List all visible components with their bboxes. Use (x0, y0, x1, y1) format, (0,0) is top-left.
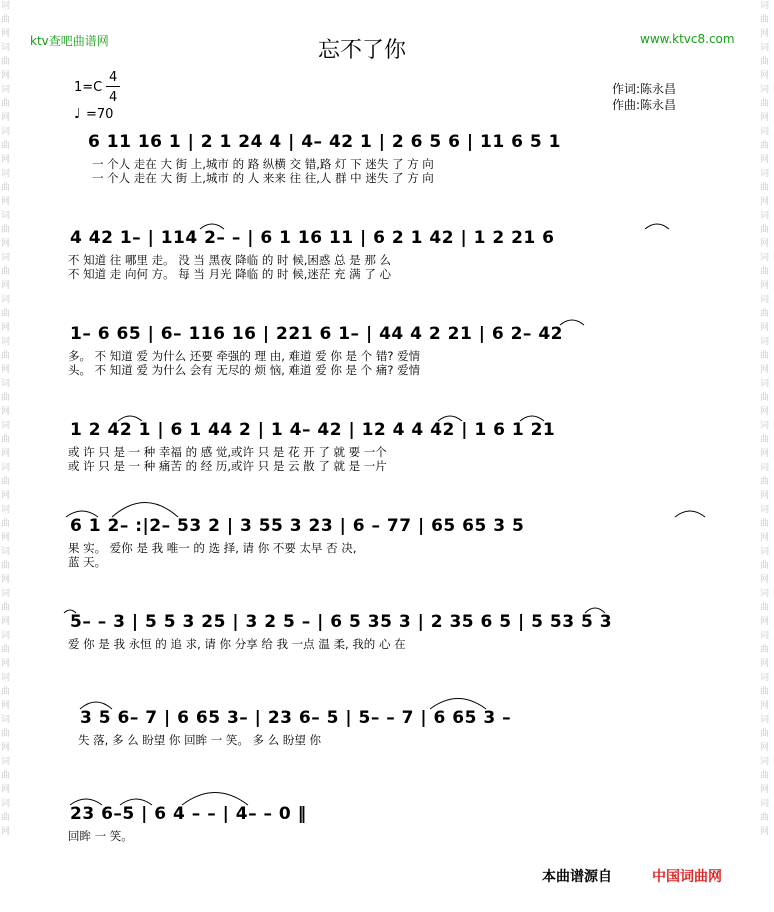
watermark-char: 词 (1, 631, 11, 641)
watermark-char: 词 (760, 463, 770, 473)
watermark-char: 曲 (1, 813, 11, 823)
watermark-char: 曲 (760, 687, 770, 697)
lyric-line-2: 不 知道 走 向何 方。 每 当 月光 降临 的 时 候,迷茫 充 满 了 心 (68, 267, 391, 281)
watermark-char: 网 (760, 323, 770, 333)
watermark-char: 词 (760, 421, 770, 431)
watermark-char: 网 (1, 575, 11, 585)
watermark-char: 网 (760, 575, 770, 585)
watermark-char: 网 (1, 197, 11, 207)
watermark-char: 曲 (1, 687, 11, 697)
watermark-char: 词 (760, 43, 770, 53)
watermark-char: 网 (1, 407, 11, 417)
tempo-marking: =70 (86, 107, 114, 122)
watermark-char: 曲 (1, 435, 11, 445)
watermark-char: 曲 (760, 267, 770, 277)
watermark-char: 词 (760, 337, 770, 347)
lyric-line-1: 不 知道 往 哪里 走。 没 当 黑夜 降临 的 时 候,困惑 总 是 那 么 (68, 253, 391, 267)
watermark-char: 网 (1, 239, 11, 249)
watermark-char: 词 (760, 127, 770, 137)
watermark-char: 网 (1, 365, 11, 375)
watermark-char: 网 (760, 491, 770, 501)
lyric-line-1: 或 许 只 是 一 种 幸福 的 感 觉,或许 只 是 花 开 了 就 要 一个 (68, 445, 387, 459)
quarter-note-icon: ♩ (74, 106, 81, 122)
watermark-char: 词 (760, 547, 770, 557)
lyric-line-1: 爱 你 是 我 永恒 的 追 求, 请 你 分享 给 我 一点 温 柔, 我的 心 在 (68, 637, 406, 651)
watermark-char: 词 (760, 85, 770, 95)
watermark-char: 词 (1, 673, 11, 683)
watermark-char: 曲 (760, 771, 770, 781)
lyric-line-2: 蓝 天。 (68, 555, 107, 569)
watermark-char: 词 (1, 463, 11, 473)
watermark-char: 网 (1, 743, 11, 753)
watermark-char: 词 (760, 673, 770, 683)
lyricist-credit: 作词:陈永昌 (612, 82, 677, 96)
lyric-line-1: 一 个人 走在 大 街 上,城市 的 路 纵横 交 错,路 灯 下 迷失 了 方 向 (92, 157, 434, 171)
footer-site-link[interactable]: 中国词曲网 (652, 869, 722, 885)
watermark-char: 曲 (1, 309, 11, 319)
watermark-char: 曲 (760, 141, 770, 151)
watermark-char: 网 (760, 407, 770, 417)
watermark-char: 词 (1, 589, 11, 599)
watermark-char: 网 (760, 155, 770, 165)
watermark-char: 曲 (1, 57, 11, 67)
watermark-char: 词 (1, 43, 11, 53)
watermark-char: 曲 (1, 771, 11, 781)
lyric-line-1: 多。 不 知道 爱 为什么 还要 牵强的 理 由, 难道 爱 你 是 个 错? 爱情 (68, 349, 421, 363)
watermark-char: 曲 (760, 645, 770, 655)
watermark-char: 网 (1, 323, 11, 333)
watermark-char: 网 (1, 827, 11, 837)
watermark-char: 曲 (1, 645, 11, 655)
lyric-line-2: 头。 不 知道 爱 为什么 会有 无尽的 烦 恼, 难道 爱 你 是 个 痛? 爱情 (68, 363, 421, 377)
watermark-char: 曲 (760, 477, 770, 487)
time-signature-bottom: 4 (109, 90, 118, 105)
watermark-char: 网 (1, 617, 11, 627)
watermark-char: 词 (1, 715, 11, 725)
watermark-char: 词 (1, 337, 11, 347)
lyric-line-1: 失 落, 多 么 盼望 你 回眸 一 笑。 多 么 盼望 你 (78, 733, 322, 747)
watermark-char: 曲 (760, 393, 770, 403)
watermark-char: 曲 (1, 603, 11, 613)
watermark-char: 词 (760, 589, 770, 599)
lyric-line-1: 回眸 一 笑。 (68, 829, 133, 843)
watermark-char: 网 (1, 701, 11, 711)
watermark-char: 曲 (1, 99, 11, 109)
watermark-char: 网 (760, 365, 770, 375)
watermark-char: 词 (760, 799, 770, 809)
watermark-char: 曲 (1, 561, 11, 571)
watermark-char: 词 (1, 757, 11, 767)
notation-line: 23 6–5 | 6 4 – – | 4– – 0 ‖ (70, 804, 307, 824)
time-signature-top: 4 (109, 70, 118, 85)
watermark-char: 词 (1, 379, 11, 389)
composer-credit: 作曲:陈永昌 (612, 98, 677, 112)
watermark-char: 网 (1, 785, 11, 795)
watermark-char: 曲 (1, 225, 11, 235)
watermark-char: 曲 (1, 519, 11, 529)
watermark-char: 网 (760, 71, 770, 81)
watermark-char: 词 (760, 295, 770, 305)
watermark-char: 曲 (1, 729, 11, 739)
watermark-char: 网 (760, 785, 770, 795)
watermark-char: 词 (1, 253, 11, 263)
watermark-char: 网 (1, 71, 11, 81)
watermark-char: 词 (760, 631, 770, 641)
watermark-char: 曲 (1, 351, 11, 361)
song-title: 忘不了你 (318, 38, 407, 63)
watermark-char: 曲 (760, 309, 770, 319)
watermark-char: 词 (1, 505, 11, 515)
watermark-char: 网 (1, 491, 11, 501)
lyric-line-2: 或 许 只 是 一 种 痛苦 的 经 历,或许 只 是 云 散 了 就 是 一片 (68, 459, 387, 473)
watermark-char: 词 (1, 421, 11, 431)
watermark-char: 曲 (1, 477, 11, 487)
watermark-char: 词 (760, 715, 770, 725)
watermark-char: 词 (1, 85, 11, 95)
watermark-char: 网 (760, 533, 770, 543)
lyric-line-2: 一 个人 走在 大 街 上,城市 的 人 来来 往 往,人 群 中 迷失 了 方 向 (92, 171, 434, 185)
notation-line: 1– 6 65 | 6– 116 16 | 221 6 1– | 44 4 2 21 | 6 2– 42 (70, 324, 564, 344)
watermark-char: 网 (760, 743, 770, 753)
watermark-char: 曲 (760, 603, 770, 613)
notation-line: 5– – 3 | 5 5 3 25 | 3 2 5 – | 6 5 35 3 | 2 35 6 5 | 5 53 5 3 (70, 612, 613, 632)
watermark-char: 网 (760, 617, 770, 627)
watermark-char: 词 (760, 169, 770, 179)
watermark-char: 网 (1, 449, 11, 459)
watermark-char: 曲 (1, 393, 11, 403)
lyric-line-1: 果 实。 爱你 是 我 唯一 的 选 择, 请 你 不要 太早 否 决, (68, 541, 357, 555)
footer-source-label: 本曲谱源自 (542, 869, 612, 885)
watermark-char: 曲 (760, 183, 770, 193)
watermark-char: 词 (1, 547, 11, 557)
watermark-char: 词 (1, 169, 11, 179)
watermark-char: 网 (760, 113, 770, 123)
notation-line: 6 1 2– :|2– 53 2 | 3 55 3 23 | 6 – 77 | 65 65 3 5 (70, 516, 525, 536)
watermark-char: 曲 (1, 15, 11, 25)
watermark-char: 曲 (1, 267, 11, 277)
watermark-char: 词 (760, 1, 770, 11)
watermark-char: 曲 (760, 57, 770, 67)
watermark-char: 网 (760, 827, 770, 837)
notation-line: 6 11 16 1 | 2 1 24 4 | 4– 42 1 | 2 6 5 6 | 11 6 5 1 (88, 132, 561, 152)
watermark-char: 网 (760, 281, 770, 291)
watermark-char: 网 (1, 533, 11, 543)
watermark-char: 词 (760, 505, 770, 515)
watermark-char: 网 (760, 197, 770, 207)
watermark-char: 词 (760, 757, 770, 767)
watermark-char: 词 (760, 379, 770, 389)
watermark-char: 网 (760, 701, 770, 711)
watermark-char: 词 (1, 127, 11, 137)
watermark-char: 曲 (760, 729, 770, 739)
watermark-char: 曲 (760, 351, 770, 361)
watermark-char: 词 (1, 211, 11, 221)
watermark-char: 曲 (760, 15, 770, 25)
watermark-char: 网 (760, 239, 770, 249)
watermark-char: 网 (760, 29, 770, 39)
watermark-char: 词 (1, 295, 11, 305)
watermark-char: 曲 (760, 225, 770, 235)
watermark-char: 曲 (760, 813, 770, 823)
watermark-char: 词 (1, 799, 11, 809)
notation-line: 3 5 6– 7 | 6 65 3– | 23 6– 5 | 5– – 7 | 6 65 3 – (80, 708, 512, 728)
key-signature: 1=C (74, 80, 103, 95)
watermark-char: 曲 (760, 519, 770, 529)
watermark-char: 网 (1, 113, 11, 123)
watermark-char: 曲 (760, 435, 770, 445)
watermark-char: 网 (1, 155, 11, 165)
watermark-char: 网 (1, 659, 11, 669)
watermark-char: 网 (1, 281, 11, 291)
watermark-char: 词 (760, 253, 770, 263)
notation-line: 1 2 42 1 | 6 1 44 2 | 1 4– 42 | 12 4 4 42 | 1 6 1 21 (70, 420, 556, 440)
watermark-char: 网 (1, 29, 11, 39)
watermark-char: 曲 (760, 561, 770, 571)
watermark-char: 网 (760, 659, 770, 669)
watermark-char: 曲 (760, 99, 770, 109)
watermark-char: 词 (760, 211, 770, 221)
watermark-char: 网 (760, 449, 770, 459)
watermark-char: 曲 (1, 183, 11, 193)
site-name-left[interactable]: ktv查吧曲谱网 (30, 34, 109, 48)
site-url-right[interactable]: www.ktvc8.com (640, 32, 735, 46)
watermark-char: 曲 (1, 141, 11, 151)
watermark-char: 词 (1, 1, 11, 11)
notation-line: 4 42 1– | 114 2– – | 6 1 16 11 | 6 2 1 42 | 1 2 21 6 (70, 228, 555, 248)
